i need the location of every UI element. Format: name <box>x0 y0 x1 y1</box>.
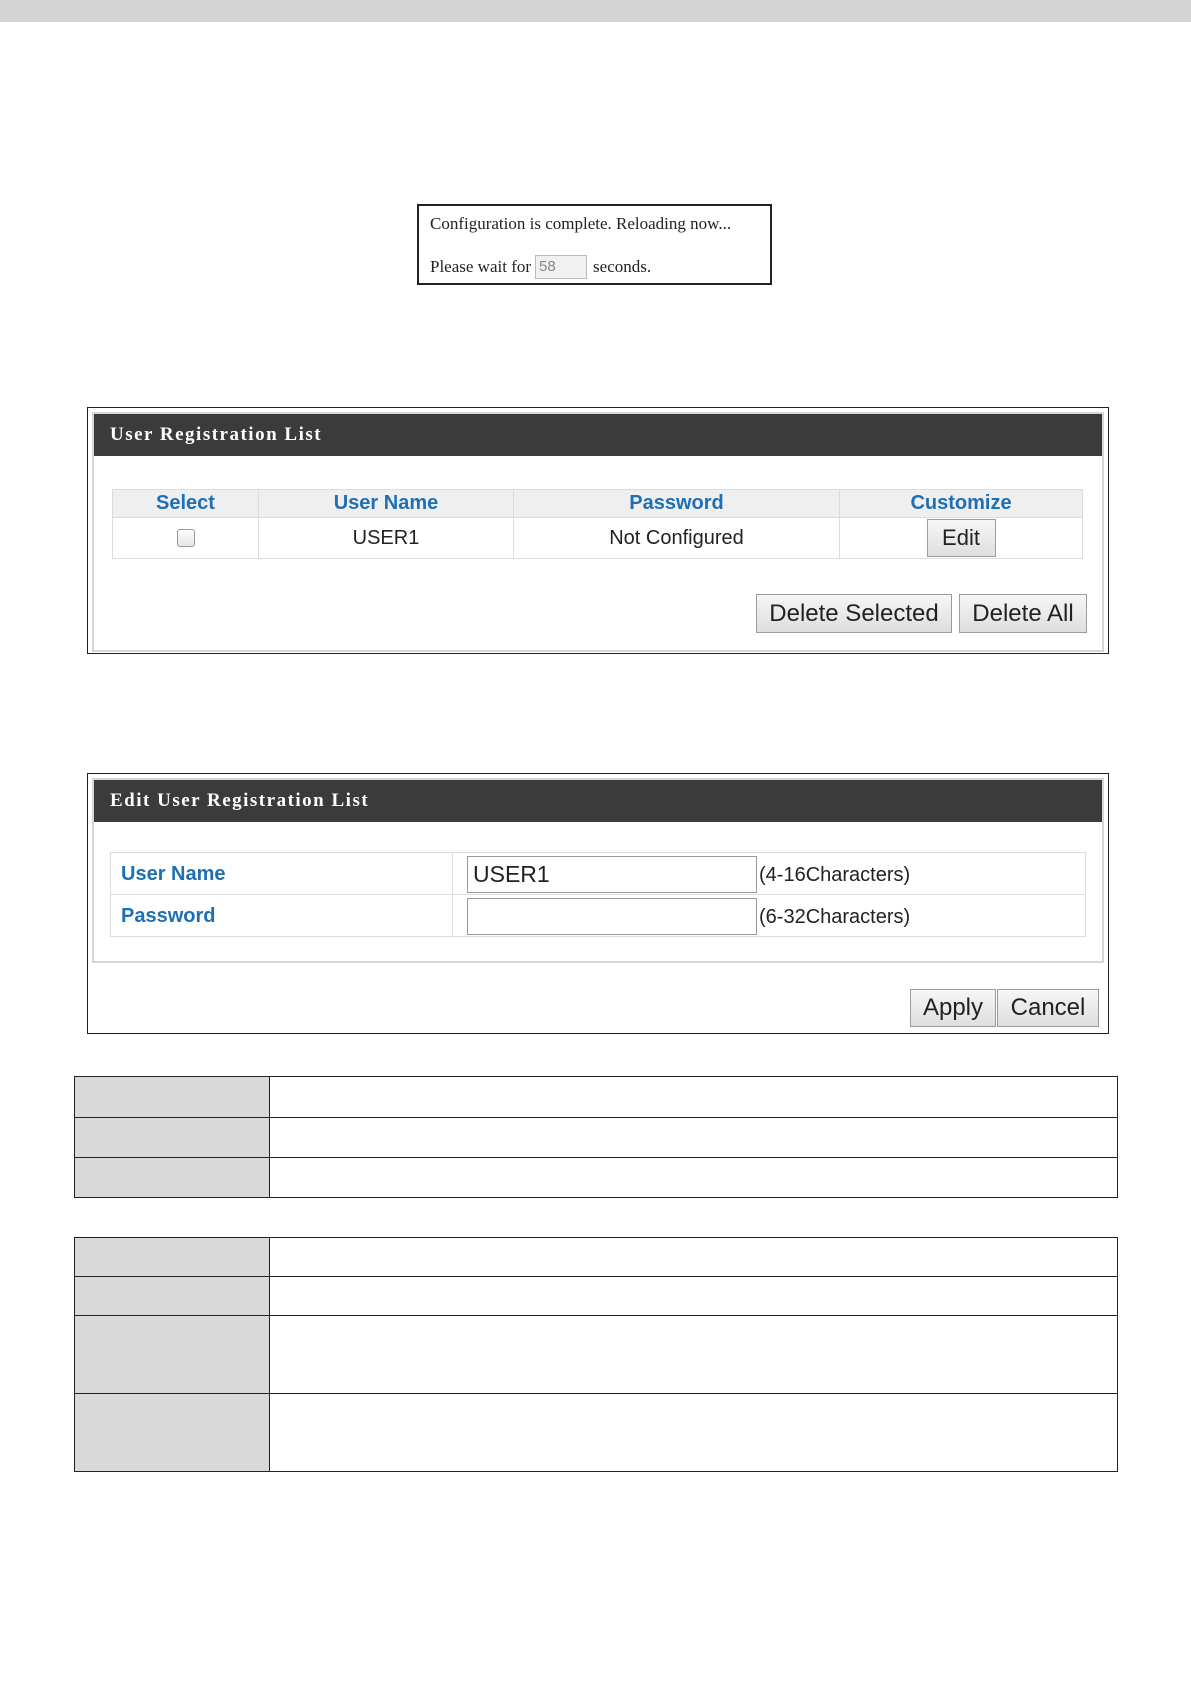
edit-button[interactable]: Edit <box>927 519 996 557</box>
reload-message: Configuration is complete. Reloading now... <box>430 214 732 233</box>
description-key-cell <box>75 1394 270 1472</box>
column-header-password: Password <box>514 490 840 518</box>
registration-table <box>112 489 1083 559</box>
row-divider <box>452 853 453 894</box>
panel-title: User Registration List <box>94 414 1102 456</box>
description-table-2 <box>74 1237 1118 1472</box>
password-label: Password <box>121 905 216 927</box>
column-header-select: Select <box>113 490 259 518</box>
apply-button[interactable]: Apply <box>910 989 996 1027</box>
cancel-button[interactable]: Cancel <box>997 989 1099 1027</box>
password-row <box>110 894 1086 937</box>
description-key-cell <box>75 1277 270 1316</box>
table-row <box>75 1316 1118 1394</box>
description-value-cell <box>270 1394 1118 1472</box>
table-row <box>75 1118 1118 1158</box>
wait-seconds-field: 58 <box>535 255 587 279</box>
user-name-label: User Name <box>121 863 226 885</box>
description-value-cell <box>270 1118 1118 1158</box>
table-row <box>113 518 1083 559</box>
table-row <box>75 1077 1118 1118</box>
password-input[interactable] <box>467 898 757 935</box>
user-name-row <box>110 852 1086 895</box>
password-cell: Not Configured <box>514 518 840 559</box>
table-row <box>75 1238 1118 1277</box>
reload-notice <box>417 204 772 285</box>
description-value-cell <box>270 1077 1118 1118</box>
description-value-cell <box>270 1238 1118 1277</box>
description-key-cell <box>75 1158 270 1198</box>
panel-body <box>92 412 1104 652</box>
row-select-checkbox[interactable] <box>177 529 195 547</box>
table-row <box>75 1394 1118 1472</box>
reload-countdown <box>430 255 651 279</box>
row-divider <box>452 895 453 936</box>
table-row <box>75 1158 1118 1198</box>
description-key-cell <box>75 1316 270 1394</box>
edit-user-registration-panel <box>87 773 1109 1034</box>
customize-cell <box>840 518 1083 559</box>
wait-prefix: Please wait for <box>430 257 532 276</box>
password-hint: (6-32Characters) <box>759 906 911 928</box>
description-value-cell <box>270 1277 1118 1316</box>
user-name-cell: USER1 <box>259 518 514 559</box>
user-name-input[interactable] <box>467 856 757 893</box>
column-header-user-name: User Name <box>259 490 514 518</box>
description-table-1 <box>74 1076 1118 1198</box>
table-row <box>75 1277 1118 1316</box>
column-header-customize: Customize <box>840 490 1083 518</box>
top-band <box>0 0 1191 22</box>
user-registration-list-panel <box>87 407 1109 654</box>
table-header-row <box>113 490 1083 518</box>
delete-all-button[interactable]: Delete All <box>959 594 1087 633</box>
description-value-cell <box>270 1316 1118 1394</box>
wait-suffix: seconds. <box>593 257 652 276</box>
description-key-cell <box>75 1238 270 1277</box>
description-key-cell <box>75 1118 270 1158</box>
panel-body <box>92 778 1104 963</box>
panel-title: Edit User Registration List <box>94 780 1102 822</box>
delete-selected-button[interactable]: Delete Selected <box>756 594 952 633</box>
select-cell <box>113 518 259 559</box>
description-key-cell <box>75 1077 270 1118</box>
description-value-cell <box>270 1158 1118 1198</box>
user-name-hint: (4-16Characters) <box>759 864 911 886</box>
